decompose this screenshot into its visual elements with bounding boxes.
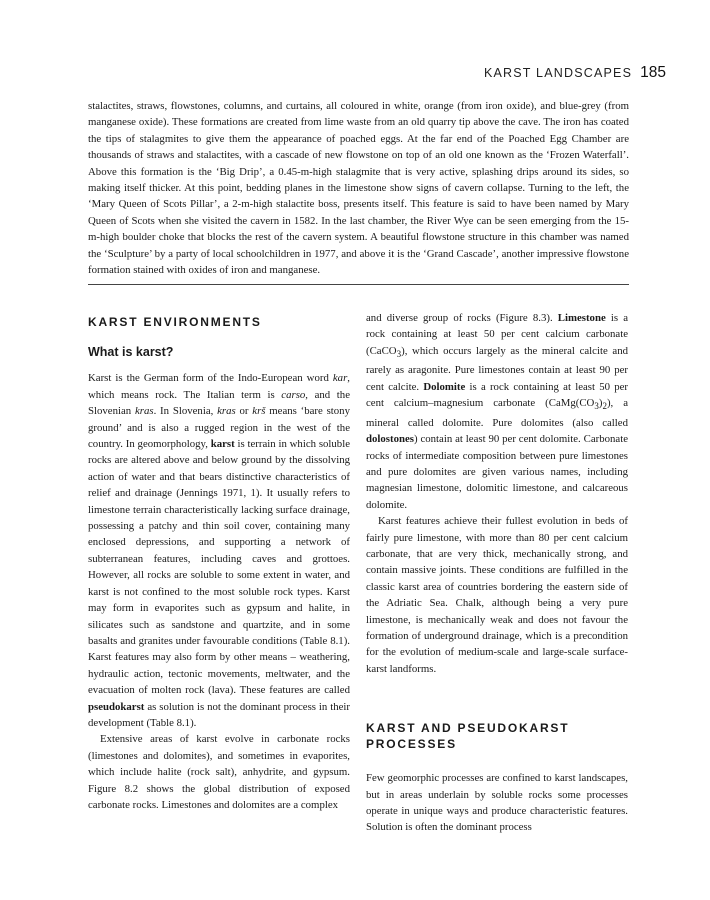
section-heading-karst-environments: KARST ENVIRONMENTS [88,315,262,329]
term-kri: krš [252,405,266,418]
page-number: 185 [640,64,666,81]
term-karst: karst [210,438,235,451]
term-dolostones: dolostones [366,433,414,446]
term-limestone: Limestone [557,312,606,324]
running-head [484,64,666,82]
running-head-title: KARST LANDSCAPES [483,66,633,80]
term-kar: kar [332,372,348,385]
left-column [88,310,350,813]
term-kras-2: kras [217,405,236,418]
paragraph-karst-features: Karst features achieve their fullest evolution in beds of fairly pure limestone, with more than 80 per cent calcium carbonate, that are very thick, mechanically strong, and contain massive joints. These conditions are fulfilled in the classic karst area of countries bordering the eastern side of the Adriatic Sea. Chalk, although being a very pure limestone, is mechanically weak and does not favour the formation of underground drainage, which is a precondition for the evolution of medium-scale and large-scale surface-karst landforms. [366,515,628,675]
paragraph-what-is-karst: Karst is the German form of the Indo-European word kar, which means rock. The Italian term is carso, and the Slovenian kras. In Slovenia, kras or krš means ‘bare stony ground’ and is also a rugged region in the west of the country. In geomorphology, karst is terrain in which soluble rocks are altered above and below ground by the dissolving action of water and that bears distinctive characteristics of relief and drainage (Jennings 1971, 1). It usually refers to limestone terrain characteristically lacking surface drainage, possessing a patchy and thin soil cover, containing many enclosed depressions, and supporting a network of subterranean features, including caves and grottoes. However, all rocks are soluble to some extent in water, and karst is not confined to the most soluble rock types. Karst may form in evaporites such as gypsum and halite, in silicates such as sandstone and quartzite, and in some basalts and granites under favourable conditions (Table 8.1). Karst features may also form by other means – weathering, hydraulic action, tectonic movements, meltwater, and the evacuation of molten rock (lava). These features are called pseudokarst as solution is not the dominant process in their development (Table 8.1). [88,372,351,729]
paragraph-carbonate-rocks-continued: and diverse group of rocks (Figure 8.3). Limestone is a rock containing at least 50 per cent calcium carbonate (CaCO$_3$), which occurs largely as the mineral calcite and rarely as aragonite. Pure limestones contain at least 90 per cent calcite. Dolomite is a rock containing at least 50 per cent calcium–magnesium carbonate $(CaMg(CO_3)_2)$, a mineral called dolomite. Pure dolomites (also called dolostones) contain at least 90 per cent dolomite. Carbonate rocks of intermediate composition between pure limestones and pure dolomites are given various names, including magnesian limestone, dolomitic limestone, and calcareous dolomite. [366,312,629,511]
term-dolomite: Dolomite [423,380,466,393]
section-divider [88,284,629,285]
paragraph-karst-processes: Few geomorphic processes are confined to karst landscapes, but in areas underlain by soluble rocks some processes operate in unique ways and produce characteristic features. Solution is often the dominant process [366,772,628,834]
term-carso: carso [281,388,306,401]
paragraph-carbonate-rocks: Extensive areas of karst evolve in carbonate rocks (limestones and dolomites), and sometimes in evaporites, which include halite (rock salt), anhydrite, and gypsum. Figure 8.2 shows the global distribution of exposed carbonate rocks. Limestones and dolomites are a complex [88,733,350,811]
right-column [366,310,628,836]
subheading-what-is-karst: What is karst? [88,345,174,359]
term-kras: kras [134,405,154,418]
section-heading-karst-processes: KARST AND PSEUDOKARST PROCESSES [366,721,570,752]
intro-paragraph: stalactites, straws, flowstones, columns, and curtains, all coloured in white, orange (from iron oxide), and blue-grey (from manganese oxide). These formations are created from lime waste from an old quarry tip above the cave. The iron has coated the tips of stalagmites to give them the appearance of poached eggs. At the far end of the Poached Egg Chamber are thousands of straws and stalactites, with a cascade of new flowstone on top of an old one known as the ‘Frozen Waterfall’. Above this formation is the ‘Big Drip’, a 0.45-m-high stalagmite that is very active, splashing drips around its sides, so making itself thicker. At this point, bedding planes in the limestone show signs of cavern collapse. Turning to the left, the ‘Mary Queen of Scots Pillar’, a 2-m-high stalactite boss, presents itself. This feature is said to have been named by Mary Queen of Scots when she visited the cavern in 1582. In the last chamber, the River Wye can be seen emerging from the 15-m-high boulder choke that blocks the rest of the cavern system. A beautiful flowstone structure in this chamber was named the ‘Sculpture’ by a party of local schoolchildren in 1977, and above it is the ‘Grand Cascade’, another impressive flowstone formation stained with oxides of iron and manganese. [88,100,629,277]
term-pseudokarst: pseudokarst [88,700,145,713]
